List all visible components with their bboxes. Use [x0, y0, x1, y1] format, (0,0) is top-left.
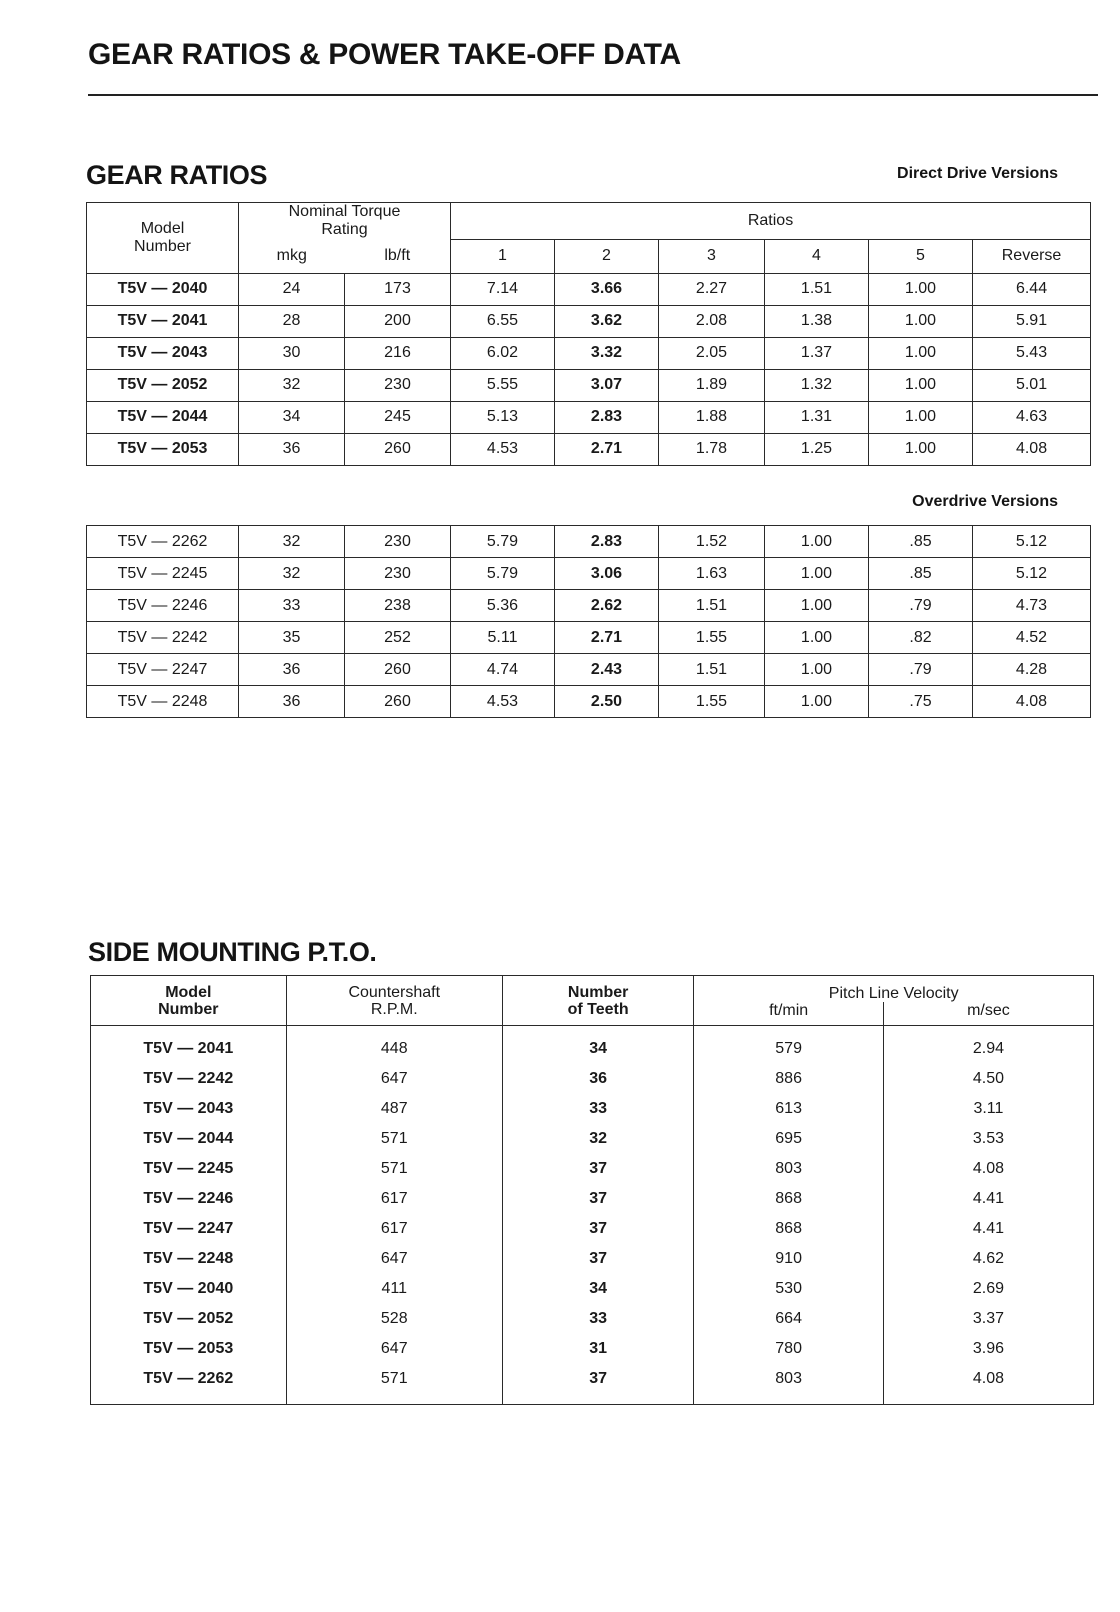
- table-row: [91, 1334, 1094, 1364]
- teeth-cell: 31: [502, 1334, 694, 1364]
- ratio-cell: .75: [869, 686, 973, 718]
- pto-header-ftmin: ft/min: [694, 1002, 883, 1026]
- model-cell: T5V — 2053: [87, 433, 239, 465]
- mkg-cell: 28: [239, 305, 345, 337]
- msec-cell: 3.11: [883, 1094, 1093, 1124]
- msec-cell: 2.69: [883, 1274, 1093, 1304]
- table-row: [91, 1244, 1094, 1274]
- ratio-cell: 1.51: [765, 273, 869, 305]
- table-row: [91, 1124, 1094, 1154]
- table-row: [87, 590, 1091, 622]
- ratio-cell: 6.02: [451, 337, 555, 369]
- table-row: [91, 1026, 1094, 1065]
- mkg-cell: 34: [239, 401, 345, 433]
- rpm-cell: 571: [286, 1124, 502, 1154]
- model-cell: T5V — 2043: [91, 1094, 287, 1124]
- rpm-cell: 647: [286, 1244, 502, 1274]
- table-row: [91, 1094, 1094, 1124]
- model-cell: T5V — 2245: [87, 558, 239, 590]
- mkg-cell: 30: [239, 337, 345, 369]
- ratio-cell: 1.55: [659, 622, 765, 654]
- pto-header-velocity: Pitch Line Velocity: [694, 976, 1094, 1002]
- teeth-cell: 37: [502, 1364, 694, 1405]
- table-row: [87, 526, 1091, 558]
- ratio-cell: 2.71: [555, 433, 659, 465]
- ftmin-cell: 910: [694, 1244, 883, 1274]
- msec-cell: 4.50: [883, 1064, 1093, 1094]
- ratio-cell: 1.25: [765, 433, 869, 465]
- mkg-cell: 36: [239, 654, 345, 686]
- ratio-cell: 3.06: [555, 558, 659, 590]
- ftmin-cell: 579: [694, 1026, 883, 1065]
- ratio-cell: 2.83: [555, 401, 659, 433]
- mkg-cell: 36: [239, 433, 345, 465]
- mkg-cell: 36: [239, 686, 345, 718]
- direct-drive-label: Direct Drive Versions: [897, 165, 1058, 182]
- header-lbft: lb/ft: [345, 239, 451, 273]
- ratio-cell: 2.71: [555, 622, 659, 654]
- teeth-cell: 34: [502, 1274, 694, 1304]
- header-ratios: Ratios: [451, 203, 1091, 240]
- ratio-cell: 1.32: [765, 369, 869, 401]
- ratio-cell: 1.51: [659, 654, 765, 686]
- pto-header-model: [91, 976, 287, 1026]
- table-row: [91, 1274, 1094, 1304]
- header-gear-reverse: Reverse: [973, 239, 1091, 273]
- ratio-cell: 1.51: [659, 590, 765, 622]
- mkg-cell: 33: [239, 590, 345, 622]
- table-row: [87, 273, 1091, 305]
- model-cell: T5V — 2242: [87, 622, 239, 654]
- pto-title: SIDE MOUNTING P.T.O.: [88, 937, 377, 967]
- ratio-cell: .79: [869, 590, 973, 622]
- ratio-cell: 5.01: [973, 369, 1091, 401]
- teeth-cell: 37: [502, 1184, 694, 1214]
- ratio-cell: 3.62: [555, 305, 659, 337]
- gear-ratios-title: GEAR RATIOS: [86, 160, 268, 190]
- teeth-cell: 37: [502, 1244, 694, 1274]
- table-row: [87, 401, 1091, 433]
- model-cell: T5V — 2262: [91, 1364, 287, 1405]
- table-row: [87, 654, 1091, 686]
- ratio-cell: 1.00: [869, 337, 973, 369]
- table-row: [91, 1304, 1094, 1334]
- lbft-cell: 230: [345, 526, 451, 558]
- ftmin-cell: 530: [694, 1274, 883, 1304]
- ratio-cell: 1.78: [659, 433, 765, 465]
- rpm-cell: 617: [286, 1214, 502, 1244]
- ratio-cell: 1.00: [765, 686, 869, 718]
- lbft-cell: 260: [345, 433, 451, 465]
- ratio-cell: 1.00: [869, 273, 973, 305]
- ratio-cell: 1.00: [765, 590, 869, 622]
- ratio-cell: 3.07: [555, 369, 659, 401]
- table-row: [91, 1154, 1094, 1184]
- ftmin-cell: 868: [694, 1214, 883, 1244]
- header-torque-label: Nominal Torque Rating: [288, 203, 401, 238]
- ratio-cell: 4.53: [451, 686, 555, 718]
- msec-cell: 4.08: [883, 1154, 1093, 1184]
- ftmin-cell: 886: [694, 1064, 883, 1094]
- mkg-cell: 24: [239, 273, 345, 305]
- mkg-cell: 32: [239, 558, 345, 590]
- lbft-cell: 230: [345, 369, 451, 401]
- rpm-cell: 448: [286, 1026, 502, 1065]
- table-row: [91, 1364, 1094, 1405]
- model-cell: T5V — 2043: [87, 337, 239, 369]
- model-cell: T5V — 2247: [91, 1214, 287, 1244]
- rpm-cell: 528: [286, 1304, 502, 1334]
- ratio-cell: 1.37: [765, 337, 869, 369]
- ratio-cell: 1.00: [869, 433, 973, 465]
- ratio-cell: 2.43: [555, 654, 659, 686]
- ratio-cell: 2.08: [659, 305, 765, 337]
- lbft-cell: 173: [345, 273, 451, 305]
- model-cell: T5V — 2053: [91, 1334, 287, 1364]
- header-model: [87, 203, 239, 274]
- msec-cell: 4.08: [883, 1364, 1093, 1405]
- rpm-cell: 647: [286, 1064, 502, 1094]
- mkg-cell: 32: [239, 369, 345, 401]
- model-cell: T5V — 2041: [91, 1026, 287, 1065]
- table-row: [87, 686, 1091, 718]
- header-gear-4: 4: [765, 239, 869, 273]
- ratio-cell: 1.52: [659, 526, 765, 558]
- teeth-cell: 36: [502, 1064, 694, 1094]
- ratio-cell: 3.32: [555, 337, 659, 369]
- teeth-cell: 37: [502, 1154, 694, 1184]
- model-cell: T5V — 2040: [87, 273, 239, 305]
- table-row: [91, 1184, 1094, 1214]
- model-cell: T5V — 2052: [91, 1304, 287, 1334]
- table-row: [87, 558, 1091, 590]
- ratio-cell: 4.74: [451, 654, 555, 686]
- ratio-cell: .85: [869, 526, 973, 558]
- table-row: [87, 622, 1091, 654]
- gear-ratios-overdrive-table: [86, 525, 1091, 718]
- ratio-cell: 1.00: [869, 401, 973, 433]
- rpm-cell: 571: [286, 1364, 502, 1405]
- ratio-cell: 1.31: [765, 401, 869, 433]
- page-title: GEAR RATIOS & POWER TAKE-OFF DATA: [88, 38, 681, 71]
- msec-cell: 4.41: [883, 1184, 1093, 1214]
- lbft-cell: 216: [345, 337, 451, 369]
- ratio-cell: 1.55: [659, 686, 765, 718]
- header-gear-1: 1: [451, 239, 555, 273]
- ratio-cell: 4.63: [973, 401, 1091, 433]
- ratio-cell: 3.66: [555, 273, 659, 305]
- ratio-cell: 5.12: [973, 526, 1091, 558]
- ratio-cell: 5.91: [973, 305, 1091, 337]
- model-cell: T5V — 2044: [91, 1124, 287, 1154]
- ratio-cell: .82: [869, 622, 973, 654]
- ratio-cell: 1.00: [765, 654, 869, 686]
- header-gear-2: 2: [555, 239, 659, 273]
- ftmin-cell: 780: [694, 1334, 883, 1364]
- table-row: [91, 1064, 1094, 1094]
- teeth-cell: 33: [502, 1094, 694, 1124]
- teeth-cell: 37: [502, 1214, 694, 1244]
- ftmin-cell: 868: [694, 1184, 883, 1214]
- ratio-cell: 1.89: [659, 369, 765, 401]
- msec-cell: 3.96: [883, 1334, 1093, 1364]
- ratio-cell: 4.73: [973, 590, 1091, 622]
- model-cell: T5V — 2248: [91, 1244, 287, 1274]
- header-torque: [239, 203, 451, 240]
- table-row: [91, 1214, 1094, 1244]
- teeth-cell: 33: [502, 1304, 694, 1334]
- ratio-cell: 1.00: [765, 622, 869, 654]
- model-cell: T5V — 2041: [87, 305, 239, 337]
- header-model-label: Model Number: [134, 219, 191, 255]
- ratio-cell: 6.44: [973, 273, 1091, 305]
- ftmin-cell: 803: [694, 1154, 883, 1184]
- ratio-cell: 5.55: [451, 369, 555, 401]
- lbft-cell: 260: [345, 654, 451, 686]
- title-rule: [88, 94, 1098, 96]
- ftmin-cell: 803: [694, 1364, 883, 1405]
- lbft-cell: 238: [345, 590, 451, 622]
- ratio-cell: 5.13: [451, 401, 555, 433]
- msec-cell: 3.53: [883, 1124, 1093, 1154]
- model-cell: T5V — 2247: [87, 654, 239, 686]
- ratio-cell: 4.28: [973, 654, 1091, 686]
- rpm-cell: 571: [286, 1154, 502, 1184]
- ratio-cell: 1.00: [869, 369, 973, 401]
- ratio-cell: 5.43: [973, 337, 1091, 369]
- teeth-cell: 32: [502, 1124, 694, 1154]
- pto-table: [90, 975, 1094, 1405]
- ratio-cell: 4.53: [451, 433, 555, 465]
- pto-header-msec: m/sec: [883, 1002, 1093, 1026]
- pto-header-teeth-label: Number of Teeth: [567, 983, 629, 1018]
- msec-cell: 2.94: [883, 1026, 1093, 1065]
- ratio-cell: 5.79: [451, 558, 555, 590]
- pto-header-rpm-label: Countershaft R.P.M.: [348, 983, 441, 1018]
- lbft-cell: 260: [345, 686, 451, 718]
- header-gear-5: 5: [869, 239, 973, 273]
- gear-ratios-direct-table: [86, 202, 1091, 466]
- model-cell: T5V — 2245: [91, 1154, 287, 1184]
- model-cell: T5V — 2248: [87, 686, 239, 718]
- lbft-cell: 230: [345, 558, 451, 590]
- rpm-cell: 647: [286, 1334, 502, 1364]
- pto-header-model-label: Model Number: [158, 983, 219, 1018]
- rpm-cell: 617: [286, 1184, 502, 1214]
- ratio-cell: 1.38: [765, 305, 869, 337]
- ratio-cell: 1.00: [869, 305, 973, 337]
- ratio-cell: 4.52: [973, 622, 1091, 654]
- ratio-cell: 1.00: [765, 526, 869, 558]
- msec-cell: 4.41: [883, 1214, 1093, 1244]
- ratio-cell: 2.62: [555, 590, 659, 622]
- ratio-cell: 2.83: [555, 526, 659, 558]
- mkg-cell: 32: [239, 526, 345, 558]
- table-row: [87, 433, 1091, 465]
- header-gear-3: 3: [659, 239, 765, 273]
- mkg-cell: 35: [239, 622, 345, 654]
- pto-header-teeth: [502, 976, 694, 1026]
- ratio-cell: 5.79: [451, 526, 555, 558]
- rpm-cell: 411: [286, 1274, 502, 1304]
- ratio-cell: 5.12: [973, 558, 1091, 590]
- model-cell: T5V — 2052: [87, 369, 239, 401]
- ratio-cell: 2.50: [555, 686, 659, 718]
- lbft-cell: 200: [345, 305, 451, 337]
- ratio-cell: 5.11: [451, 622, 555, 654]
- msec-cell: 4.62: [883, 1244, 1093, 1274]
- teeth-cell: 34: [502, 1026, 694, 1065]
- rpm-cell: 487: [286, 1094, 502, 1124]
- ftmin-cell: 613: [694, 1094, 883, 1124]
- overdrive-label: Overdrive Versions: [912, 493, 1058, 510]
- ratio-cell: 1.88: [659, 401, 765, 433]
- model-cell: T5V — 2040: [91, 1274, 287, 1304]
- model-cell: T5V — 2262: [87, 526, 239, 558]
- ratio-cell: 2.27: [659, 273, 765, 305]
- ftmin-cell: 664: [694, 1304, 883, 1334]
- lbft-cell: 252: [345, 622, 451, 654]
- ftmin-cell: 695: [694, 1124, 883, 1154]
- ratio-cell: 5.36: [451, 590, 555, 622]
- msec-cell: 3.37: [883, 1304, 1093, 1334]
- ratio-cell: 4.08: [973, 686, 1091, 718]
- ratio-cell: 1.00: [765, 558, 869, 590]
- ratio-cell: 2.05: [659, 337, 765, 369]
- ratio-cell: .85: [869, 558, 973, 590]
- lbft-cell: 245: [345, 401, 451, 433]
- header-mkg: mkg: [239, 239, 345, 273]
- ratio-cell: 6.55: [451, 305, 555, 337]
- ratio-cell: 1.63: [659, 558, 765, 590]
- table-row: [87, 337, 1091, 369]
- ratio-cell: .79: [869, 654, 973, 686]
- model-cell: T5V — 2246: [87, 590, 239, 622]
- ratio-cell: 7.14: [451, 273, 555, 305]
- table-row: [87, 369, 1091, 401]
- ratio-cell: 4.08: [973, 433, 1091, 465]
- pto-header-rpm: [286, 976, 502, 1026]
- model-cell: T5V — 2246: [91, 1184, 287, 1214]
- model-cell: T5V — 2242: [91, 1064, 287, 1094]
- table-row: [87, 305, 1091, 337]
- model-cell: T5V — 2044: [87, 401, 239, 433]
